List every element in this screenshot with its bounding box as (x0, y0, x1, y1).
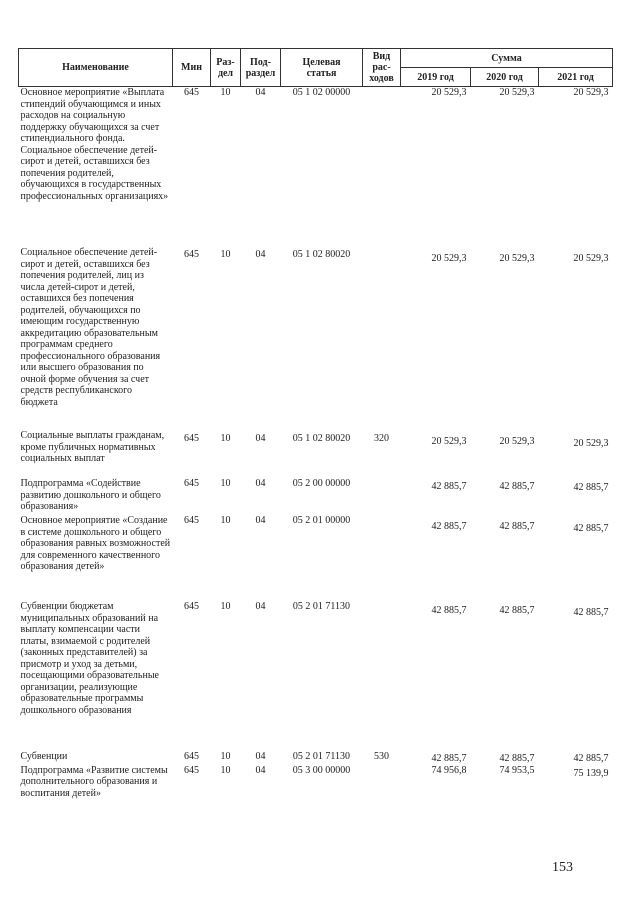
row-sum-2020: 74 953,5 (499, 764, 535, 776)
row-target-article: 05 1 02 80020 (292, 433, 351, 444)
row-expense-type (363, 765, 401, 815)
row-sum-2020: 42 885,7 (499, 481, 535, 492)
header-target-article: Целевая статья (281, 49, 363, 87)
row-podrazdel: 04 (255, 249, 266, 260)
row-razdel: 10 (220, 751, 231, 762)
header-year-2020: 2020 год (471, 68, 539, 87)
row-sum-2021: 42 885,7 (573, 482, 609, 493)
row-target-article: 05 1 02 80020 (292, 249, 351, 260)
row-target-article: 05 2 01 00000 (292, 515, 351, 526)
budget-table (18, 48, 613, 815)
row-expense-type: 320 (374, 433, 389, 444)
table-body (19, 87, 613, 815)
row-razdel: 10 (220, 515, 231, 526)
row-expense-type: 530 (374, 751, 389, 762)
row-name: Подпрограмма «Развитие системы дополнительного образования и воспитания детей» (20, 764, 168, 799)
row-min: 645 (184, 764, 199, 776)
row-sum-2021: 20 529,3 (573, 87, 609, 98)
row-sum-2021: 42 885,7 (573, 753, 609, 764)
table-row (19, 601, 613, 751)
row-min: 645 (184, 515, 199, 526)
row-min: 645 (184, 601, 199, 612)
table-row (19, 87, 613, 248)
header-sum: Сумма (401, 49, 613, 68)
page-number: 153 (552, 860, 573, 875)
header-podrazdel: Под- раздел (241, 49, 281, 87)
row-podrazdel: 04 (255, 87, 266, 98)
row-target-article: 05 2 01 71130 (292, 751, 351, 762)
row-sum-2019: 42 885,7 (431, 521, 467, 532)
row-min: 645 (184, 433, 199, 444)
row-expense-type (363, 87, 401, 248)
header-year-2021: 2021 год (539, 68, 613, 87)
row-razdel: 10 (220, 601, 231, 612)
row-sum-2020: 20 529,3 (499, 436, 535, 447)
row-razdel: 10 (220, 249, 231, 260)
row-sum-2020: 20 529,3 (499, 253, 535, 264)
row-sum-2020: 42 885,7 (499, 753, 535, 764)
row-min: 645 (184, 478, 199, 489)
header-min: Мин (173, 49, 211, 87)
table-row (19, 247, 613, 430)
row-sum-2020: 42 885,7 (499, 521, 535, 532)
row-podrazdel: 04 (255, 478, 266, 489)
row-target-article: 05 2 01 71130 (292, 601, 351, 612)
row-sum-2019: 74 956,8 (431, 764, 467, 776)
row-sum-2021: 20 529,3 (573, 253, 609, 264)
row-sum-2019: 20 529,3 (431, 253, 467, 264)
row-expense-type (363, 601, 401, 751)
row-name: Основное мероприятие «Выплата стипендий обучающимся и иных расходов на социальную поддержку обучающихся за счет стипендиального фонда. Социальное обеспечение детей-сирот и детей, оставшихся без попечения родителей, обучающихся в государственных профессиональных организациях» (20, 87, 169, 202)
table-row (19, 430, 613, 478)
table-row (19, 515, 613, 601)
row-sum-2019: 20 529,3 (431, 87, 467, 98)
row-min: 645 (184, 751, 199, 762)
table-row (19, 765, 613, 815)
header-name: Наименование (19, 49, 173, 87)
row-razdel: 10 (220, 433, 231, 444)
row-sum-2019: 42 885,7 (431, 481, 467, 492)
row-name: Подпрограмма «Содействие развитию дошкольного и общего образования» (20, 478, 161, 512)
table-row (19, 478, 613, 515)
row-sum-2020: 20 529,3 (499, 87, 535, 98)
row-target-article: 05 2 00 00000 (292, 478, 351, 489)
row-sum-2021: 42 885,7 (573, 523, 609, 534)
row-min: 645 (184, 87, 199, 98)
row-razdel: 10 (220, 478, 231, 489)
row-sum-2019: 42 885,7 (431, 605, 467, 616)
row-name: Основное мероприятие «Создание в системе дошкольного и общего образования равных возможностей для современного качественного образования детей» (20, 515, 171, 572)
row-name: Субвенции (20, 751, 68, 762)
row-sum-2021: 20 529,3 (573, 438, 609, 449)
row-sum-2021: 75 139,9 (573, 767, 609, 779)
row-sum-2019: 42 885,7 (431, 753, 467, 764)
row-sum-2021: 42 885,7 (573, 607, 609, 618)
row-podrazdel: 04 (255, 433, 266, 444)
row-razdel: 10 (220, 87, 231, 98)
row-podrazdel: 04 (255, 751, 266, 762)
header-year-2019: 2019 год (401, 68, 471, 87)
header-razdel: Раз- дел (211, 49, 241, 87)
row-expense-type (363, 478, 401, 515)
row-podrazdel: 04 (255, 764, 266, 776)
row-name: Социальное обеспечение детей-сирот и детей, оставшихся без попечения родителей, лиц из числа детей-сирот и детей, оставшихся без попечения родителей, обучающихся по имеющим государственную аккредитацию образовательным программам среднего профессионального образования или высшего образования по очной форме обучения за счет средств республиканского бюджета (20, 247, 161, 408)
row-podrazdel: 04 (255, 515, 266, 526)
table-row (19, 751, 613, 765)
row-sum-2019: 20 529,3 (431, 436, 467, 447)
row-razdel: 10 (220, 764, 231, 776)
row-podrazdel: 04 (255, 601, 266, 612)
row-target-article: 05 3 00 00000 (292, 764, 351, 776)
row-sum-2020: 42 885,7 (499, 605, 535, 616)
header-expense-type: Вид рас- ходов (363, 49, 401, 87)
row-min: 645 (184, 249, 199, 260)
budget-table-wrapper (18, 48, 613, 815)
row-expense-type (363, 515, 401, 601)
row-expense-type (363, 247, 401, 430)
table-header (19, 49, 613, 87)
row-target-article: 05 1 02 00000 (292, 87, 351, 98)
row-name: Социальные выплаты гражданам, кроме публичных нормативных социальных выплат (20, 430, 165, 464)
row-name: Субвенции бюджетам муниципальных образований на выплату компенсации части платы, взимаемой с родителей (законных представителей) за присмотр и уход за детьми, посещающими образовательные организации, реализующие образовательные программы дошкольного образования (20, 601, 159, 716)
